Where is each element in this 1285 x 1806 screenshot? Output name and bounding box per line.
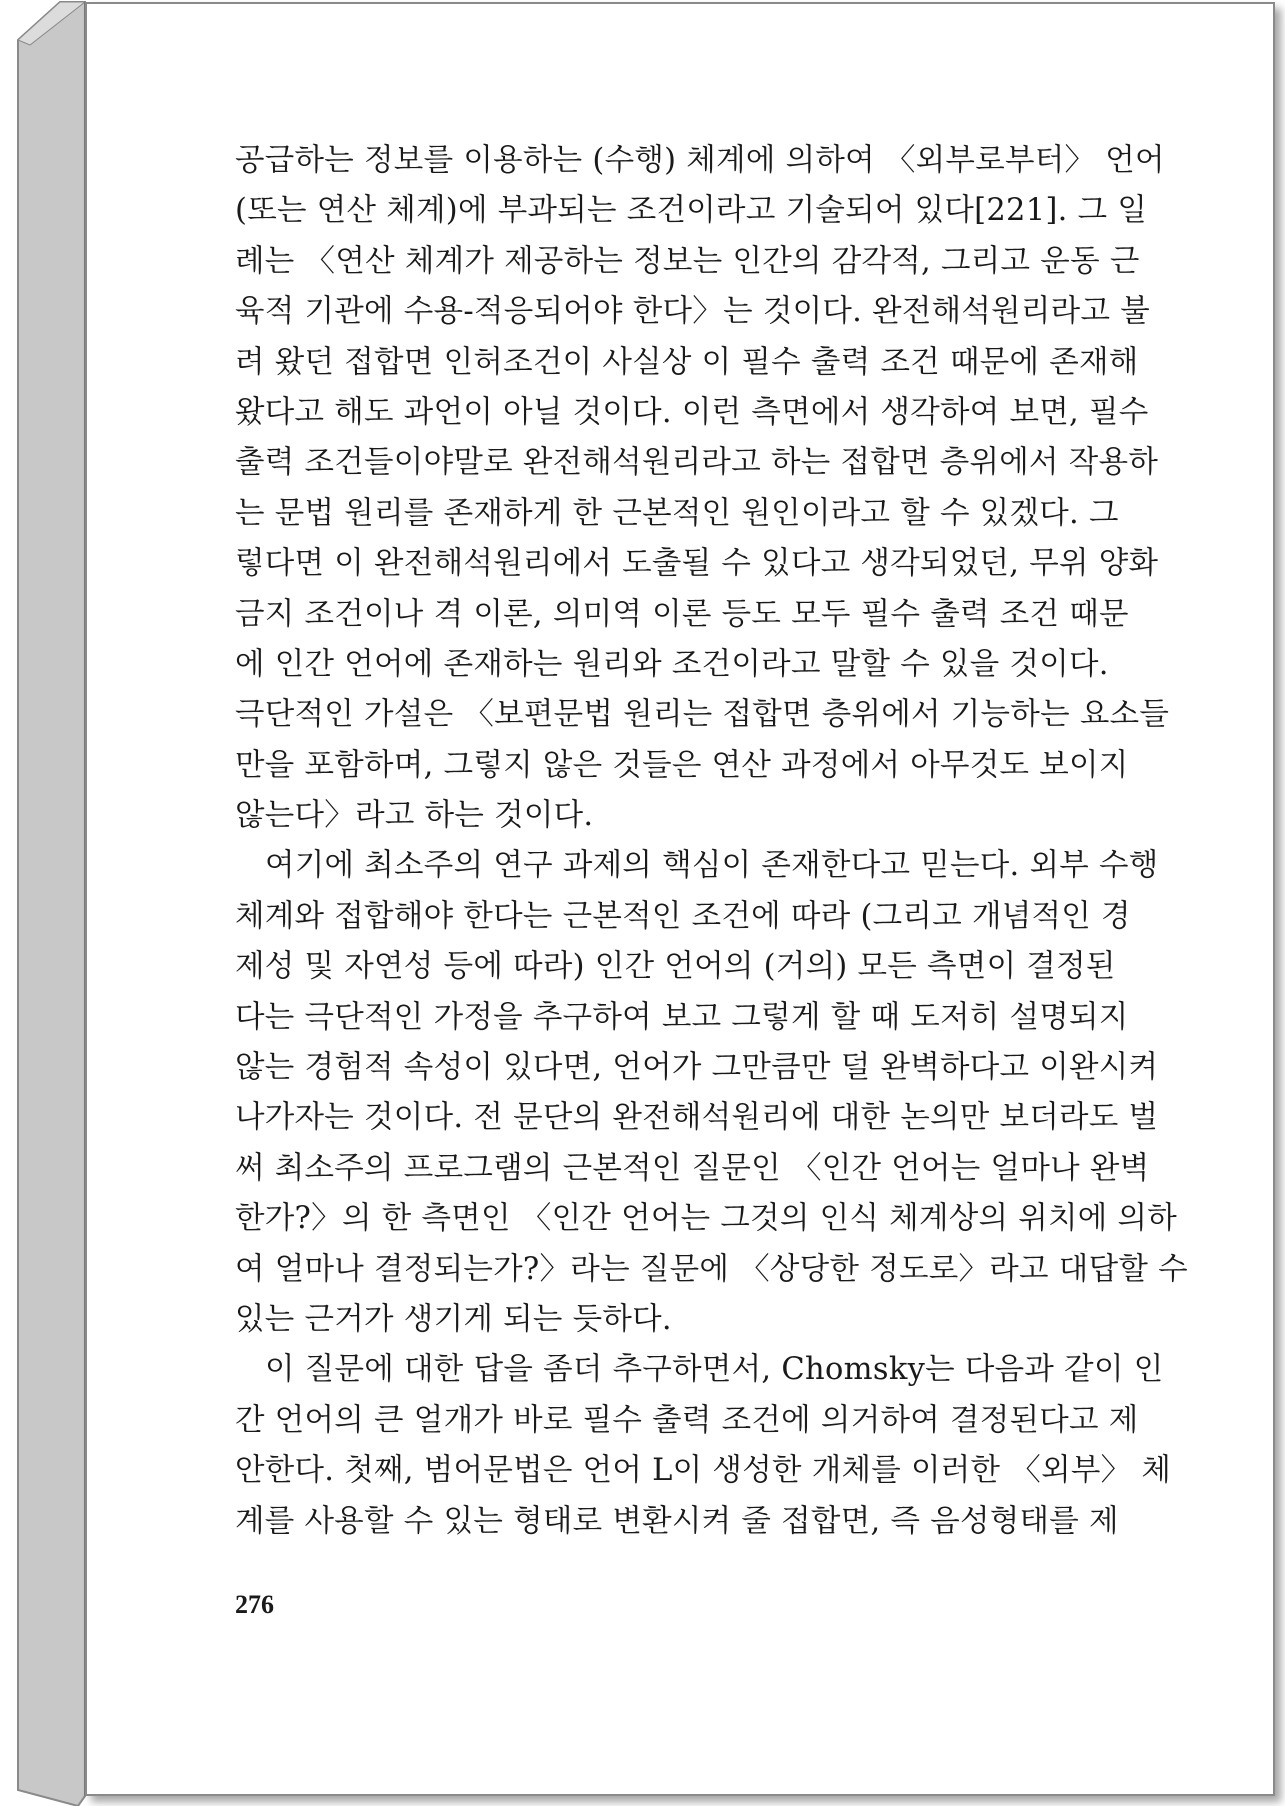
text-line: 다는 극단적인 가정을 추구하여 보고 그렇게 할 때 도저히 설명되지 — [235, 999, 1129, 1035]
text-line: 만을 포함하며, 그렇지 않은 것들은 연산 과정에서 아무것도 보이지 — [235, 747, 1129, 783]
book-page — [85, 2, 1275, 1796]
text-line: 출력 조건들이야말로 완전해석원리라고 하는 접합면 층위에서 작용하 — [235, 445, 1159, 481]
text-line: 육적 기관에 수용-적응되어야 한다〉는 것이다. 완전해석원리라고 불 — [235, 294, 1150, 330]
text-line: 체계와 접합해야 한다는 근본적인 조건에 따라 (그리고 개념적인 경 — [235, 898, 1131, 934]
text-line: 금지 조건이나 격 이론, 의미역 이론 등도 모두 필수 출력 조건 때문 — [235, 596, 1129, 632]
text-line: (또는 연산 체계)에 부과되는 조건이라고 기술되어 있다[221]. 그 일 — [235, 193, 1148, 229]
text-line: 렇다면 이 완전해석원리에서 도출될 수 있다고 생각되었던, 무위 양화 — [235, 546, 1159, 582]
text-line: 안한다. 첫째, 범어문법은 언어 L이 생성한 개체를 이러한 〈외부〉 체 — [235, 1453, 1172, 1489]
text-line: 계를 사용할 수 있는 형태로 변환시켜 줄 접합면, 즉 음성형태를 제 — [235, 1503, 1119, 1539]
text-line: 제성 및 자연성 등에 따라) 인간 언어의 (거의) 모든 측면이 결정된 — [235, 949, 1116, 985]
text-line: 는 문법 원리를 존재하게 한 근본적인 원인이라고 할 수 있겠다. 그 — [235, 495, 1119, 531]
text-line: 이 질문에 대한 답을 좀더 추구하면서, Chomsky는 다음과 같이 인 — [265, 1352, 1164, 1388]
text-line: 나가자는 것이다. 전 문단의 완전해석원리에 대한 논의만 보더라도 벌 — [235, 1100, 1159, 1136]
text-line: 왔다고 해도 과언이 아닐 것이다. 이런 측면에서 생각하여 보면, 필수 — [235, 394, 1149, 430]
text-line: 여 얼마나 결정되는가?〉라는 질문에 〈상당한 정도로〉라고 대답할 수 — [235, 1251, 1188, 1287]
text-line: 례는 〈연산 체계가 제공하는 정보는 인간의 감각적, 그리고 운동 근 — [235, 243, 1140, 279]
text-line: 여기에 최소주의 연구 과제의 핵심이 존재한다고 믿는다. 외부 수행 — [265, 848, 1159, 884]
text-line: 않는 경험적 속성이 있다면, 언어가 그만큼만 덜 완벽하다고 이완시켜 — [235, 1050, 1159, 1086]
body-text — [235, 136, 1225, 1547]
book-spine — [0, 0, 90, 1806]
text-line: 않는다〉라고 하는 것이다. — [235, 798, 594, 834]
text-line: 간 언어의 큰 얼개가 바로 필수 출력 조건에 의거하여 결정된다고 제 — [235, 1402, 1139, 1438]
text-line: 에 인간 언어에 존재하는 원리와 조건이라고 말할 수 있을 것이다. — [235, 646, 1109, 682]
text-line: 써 최소주의 프로그램의 근본적인 질문인 〈인간 언어는 얼마나 완벽 — [235, 1150, 1150, 1186]
text-line: 있는 근거가 생기게 되는 듯하다. — [235, 1301, 672, 1337]
text-line: 공급하는 정보를 이용하는 (수행) 체계에 의하여 〈외부로부터〉 언어 — [235, 143, 1165, 178]
page-number: 276 — [235, 1590, 274, 1619]
text-line: 극단적인 가설은 〈보편문법 원리는 접합면 층위에서 기능하는 요소들 — [235, 697, 1170, 733]
text-line: 한가?〉의 한 측면인 〈인간 언어는 그것의 인식 체계상의 위치에 의하 — [235, 1201, 1178, 1237]
text-line: 려 왔던 접합면 인허조건이 사실상 이 필수 출력 조건 때문에 존재해 — [235, 344, 1139, 380]
